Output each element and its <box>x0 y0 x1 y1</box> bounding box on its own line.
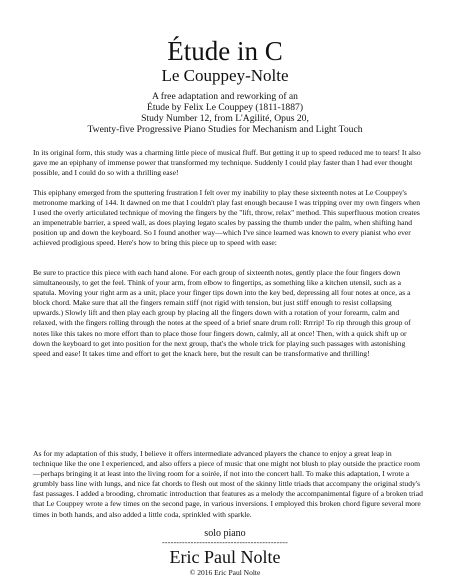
intro-line: Study Number 12, from L'Agilité, Opus 20, <box>141 113 309 124</box>
paragraph-epiphany: This epiphany emerged from the sputtering frustration I felt over my inability to play these sixteenth notes at Le Couppey's metronome marking of 144. It dawned on me that I couldn't play fast enough because I was tripping over my own fingers when I used the overly articulated technique of moving the fingers by the "lift, throw, relax" method. This superfluous motion creates an impenetrable barrier, a speed wall, as does playing legato scales by passing the thumb under the palm, when shifting hand position up and down the keyboard. So I found another way—which I've since learned was known to every pianist who ever achieved prodigious speed. Here's how to bring this piece up to speed with ease: <box>33 188 421 248</box>
page-title: Étude in C <box>167 36 283 66</box>
paragraph-adaptation: As for my adaptation of this study, I believe it offers intermediate advanced players the chance to enjoy a great leap in technique like the one I experienced, and also offers a piece of music that one might not blush to play outside the practice room—perhaps bringing it at least into the living room for a soirée, if not into the concert hall. To make this adaptation, I wrote a grumbly bass line with lungs, and nice fat chords to flesh out most of the skinny little triads that accompany the original study's fast passages. I added a brooding, chromatic introduction that features as a melody the accompanimental figure of a broken triad that Le Couppey wrote a few times on the second page, in various inversions. I employed this broken chord figure several more times in both hands, and also added a little coda, sprinkled with sparkle. <box>33 449 423 519</box>
paragraph-origin: In its original form, this study was a charming little piece of musical fluff. But getting it up to speed reduced me to tears! It also gave me an epiphany of immense power that transformed my technique. Suddenly I could play faster than I had ever thought possible, and I could do so with a thrilling ease! <box>33 148 421 178</box>
separator-line: -------------------------------------------- <box>161 538 289 547</box>
intro-line: Étude by Felix Le Couppey (1811-1887) <box>146 102 304 113</box>
intro-line: Twenty-five Progressive Piano Studies for Mechanism and Light Touch <box>87 124 363 135</box>
instrumentation-label: solo piano <box>204 528 246 539</box>
page-subtitle: Le Couppey-Nolte <box>161 66 289 85</box>
composer-name: Eric Paul Nolte <box>169 547 281 567</box>
paragraph-practice-instructions: Be sure to practice this piece with each hand alone. For each group of sixteenth notes, gently place the four fingers down simultaneously, to get the feel. Think of your arm, from elbow to fingertips, as something like a kitchen utensil, such as a spatula. Moving your right arm as a unit, place your finger tips down into the key bed, depressing all four notes at once, as a block chord. Make sure that all the fingers remain stiff (not rigid with tension, but just stiff enough to resist collapsing upwards.) Slowly lift and then play each group by placing all the fingers down with a rotation of your forearm, calm and relaxed, with the fingers rolling through the notes at the speed of a brief snare drum roll: Rrrrip! To rip through this group of notes like this takes no more effort than to place those four fingers down, calmly, all at once! Then, with a quick shift up or down the keyboard to get into position for the next group, that's the whole trick for playing such passages with astonishing speed and ease! It takes time and effort to get the knack here, but the result can be transformative and thrilling! <box>33 268 411 358</box>
intro-block <box>0 91 450 135</box>
copyright-notice: © 2016 Eric Paul Nolte <box>189 568 261 577</box>
intro-line: A free adaptation and reworking of an <box>152 91 298 102</box>
